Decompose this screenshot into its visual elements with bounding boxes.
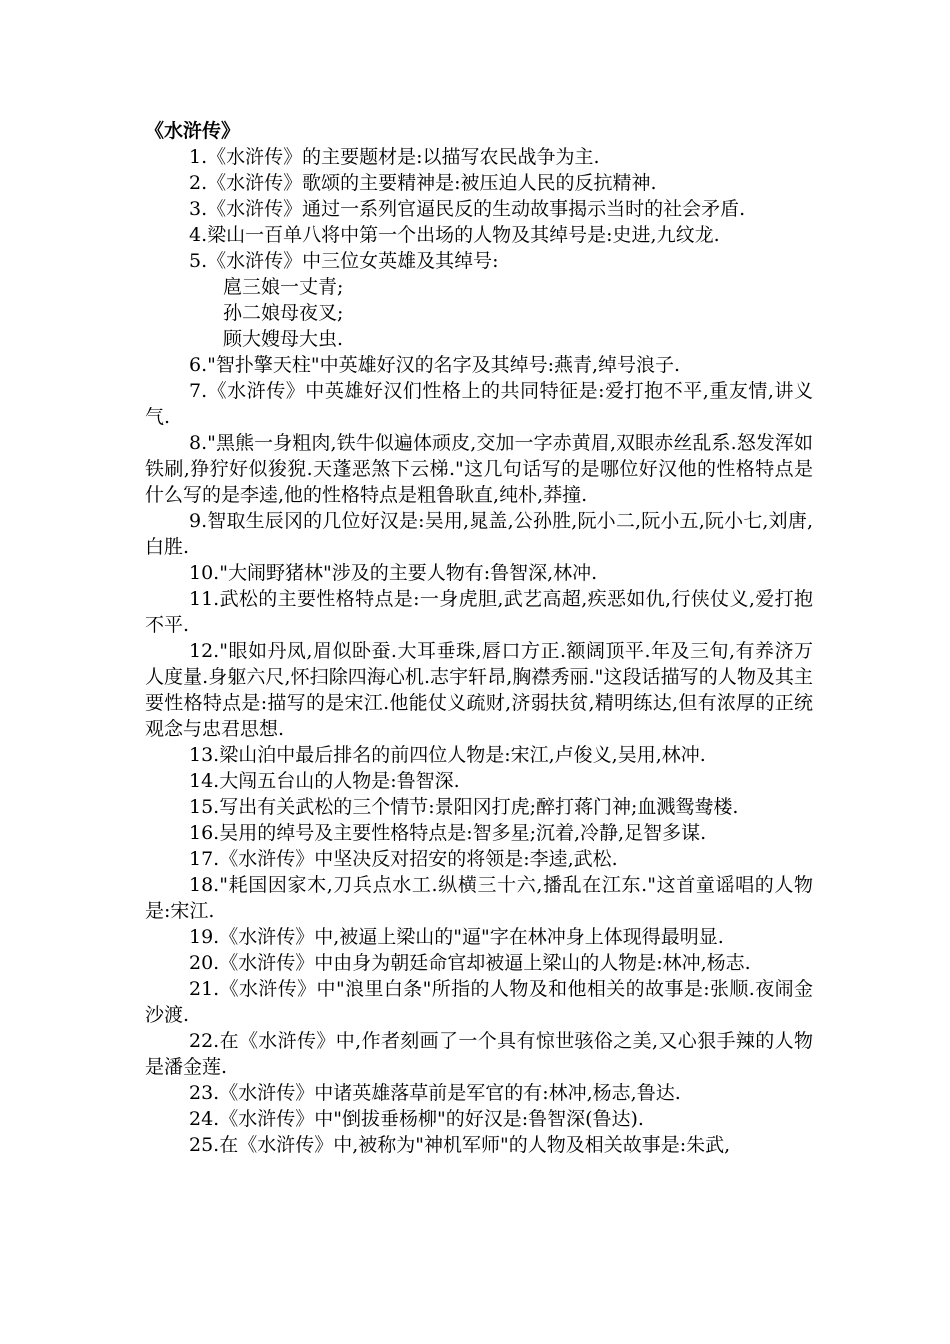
list-item-14: 14.大闯五台山的人物是:鲁智深. <box>189 770 460 792</box>
document-title: 《水浒传》 <box>145 120 241 142</box>
list-item-23: 23.《水浒传》中诸英雄落草前是军官的有:林冲,杨志,鲁达. <box>189 1082 681 1104</box>
list-item-3: 3.《水浒传》通过一系列官逼民反的生动故事揭示当时的社会矛盾. <box>189 198 746 220</box>
list-item-9: 9.智取生辰冈的几位好汉是:吴用,晁盖,公孙胜,阮小二,阮小五,阮小七,刘唐,白胜. <box>145 510 813 558</box>
heroine-3: 顾大嫂母大虫. <box>223 328 344 350</box>
heroine-1: 扈三娘一丈青; <box>223 276 344 298</box>
list-item-1: 1.《水浒传》的主要题材是:以描写农民战争为主. <box>189 146 600 168</box>
list-item-16: 16.吴用的绰号及主要性格特点是:智多星;沉着,冷静,足智多谋. <box>189 822 707 844</box>
list-item-6: 6."智扑擎天柱"中英雄好汉的名字及其绰号:燕青,绰号浪子. <box>189 354 681 376</box>
list-item-10: 10."大闹野猪林"涉及的主要人物有:鲁智深,林冲. <box>189 562 598 584</box>
document-body <box>145 118 813 1158</box>
list-item-5: 5.《水浒传》中三位女英雄及其绰号: <box>189 250 499 272</box>
list-item-20: 20.《水浒传》中由身为朝廷命官却被逼上梁山的人物是:林冲,杨志. <box>189 952 751 974</box>
list-item-4: 4.梁山一百单八将中第一个出场的人物及其绰号是:史进,九纹龙. <box>189 224 720 246</box>
list-item-2: 2.《水浒传》歌颂的主要精神是:被压迫人民的反抗精神. <box>189 172 657 194</box>
list-item-11: 11.武松的主要性格特点是:一身虎胆,武艺高超,疾恶如仇,行侠仗义,爱打抱不平. <box>145 588 813 636</box>
list-item-17: 17.《水浒传》中坚决反对招安的将领是:李逵,武松. <box>189 848 618 870</box>
heroine-2: 孙二娘母夜叉; <box>223 302 344 324</box>
list-item-21: 21.《水浒传》中"浪里白条"所指的人物及和他相关的故事是:张顺.夜闹金沙渡. <box>145 978 813 1026</box>
list-item-8: 8."黑熊一身粗肉,铁牛似遍体顽皮,交加一字赤黄眉,双眼赤丝乱系.怒发浑如铁刷,狰狞好似狻猊.天蓬恶煞下云梯."这几句话写的是哪位好汉他的性格特点是什么写的是李逵,他的性格特点是粗鲁耿直,纯朴,莽撞. <box>145 432 813 506</box>
list-item-12: 12."眼如丹凤,眉似卧蚕.大耳垂珠,唇口方正.额阔顶平.年及三旬,有养济万人度量.身躯六尺,怀扫除四海心机.志宇轩昂,胸襟秀丽."这段话描写的人物及其主要性格特点是:描写的是宋江.他能仗义疏财,济弱扶贫,精明练达,但有浓厚的正统观念与忠君思想. <box>145 640 813 740</box>
list-item-18: 18."耗国因家木,刀兵点水工.纵横三十六,播乱在江东."这首童谣唱的人物是:宋江. <box>145 874 813 922</box>
list-item-24: 24.《水浒传》中"倒拔垂杨柳"的好汉是:鲁智深(鲁达). <box>189 1108 644 1130</box>
list-item-13: 13.梁山泊中最后排名的前四位人物是:宋江,卢俊义,吴用,林冲. <box>189 744 706 766</box>
list-item-22: 22.在《水浒传》中,作者刻画了一个具有惊世骇俗之美,又心狠手辣的人物是潘金莲. <box>145 1030 813 1078</box>
list-item-15: 15.写出有关武松的三个情节:景阳冈打虎;醉打蒋门神;血溅鸳鸯楼. <box>189 796 739 818</box>
list-item-25: 25.在《水浒传》中,被称为"神机军师"的人物及相关故事是:朱武, <box>189 1134 731 1156</box>
list-item-19: 19.《水浒传》中,被逼上梁山的"逼"字在林冲身上体现得最明显. <box>189 926 724 948</box>
list-item-7: 7.《水浒传》中英雄好汉们性格上的共同特征是:爱打抱不平,重友情,讲义气. <box>145 380 813 428</box>
